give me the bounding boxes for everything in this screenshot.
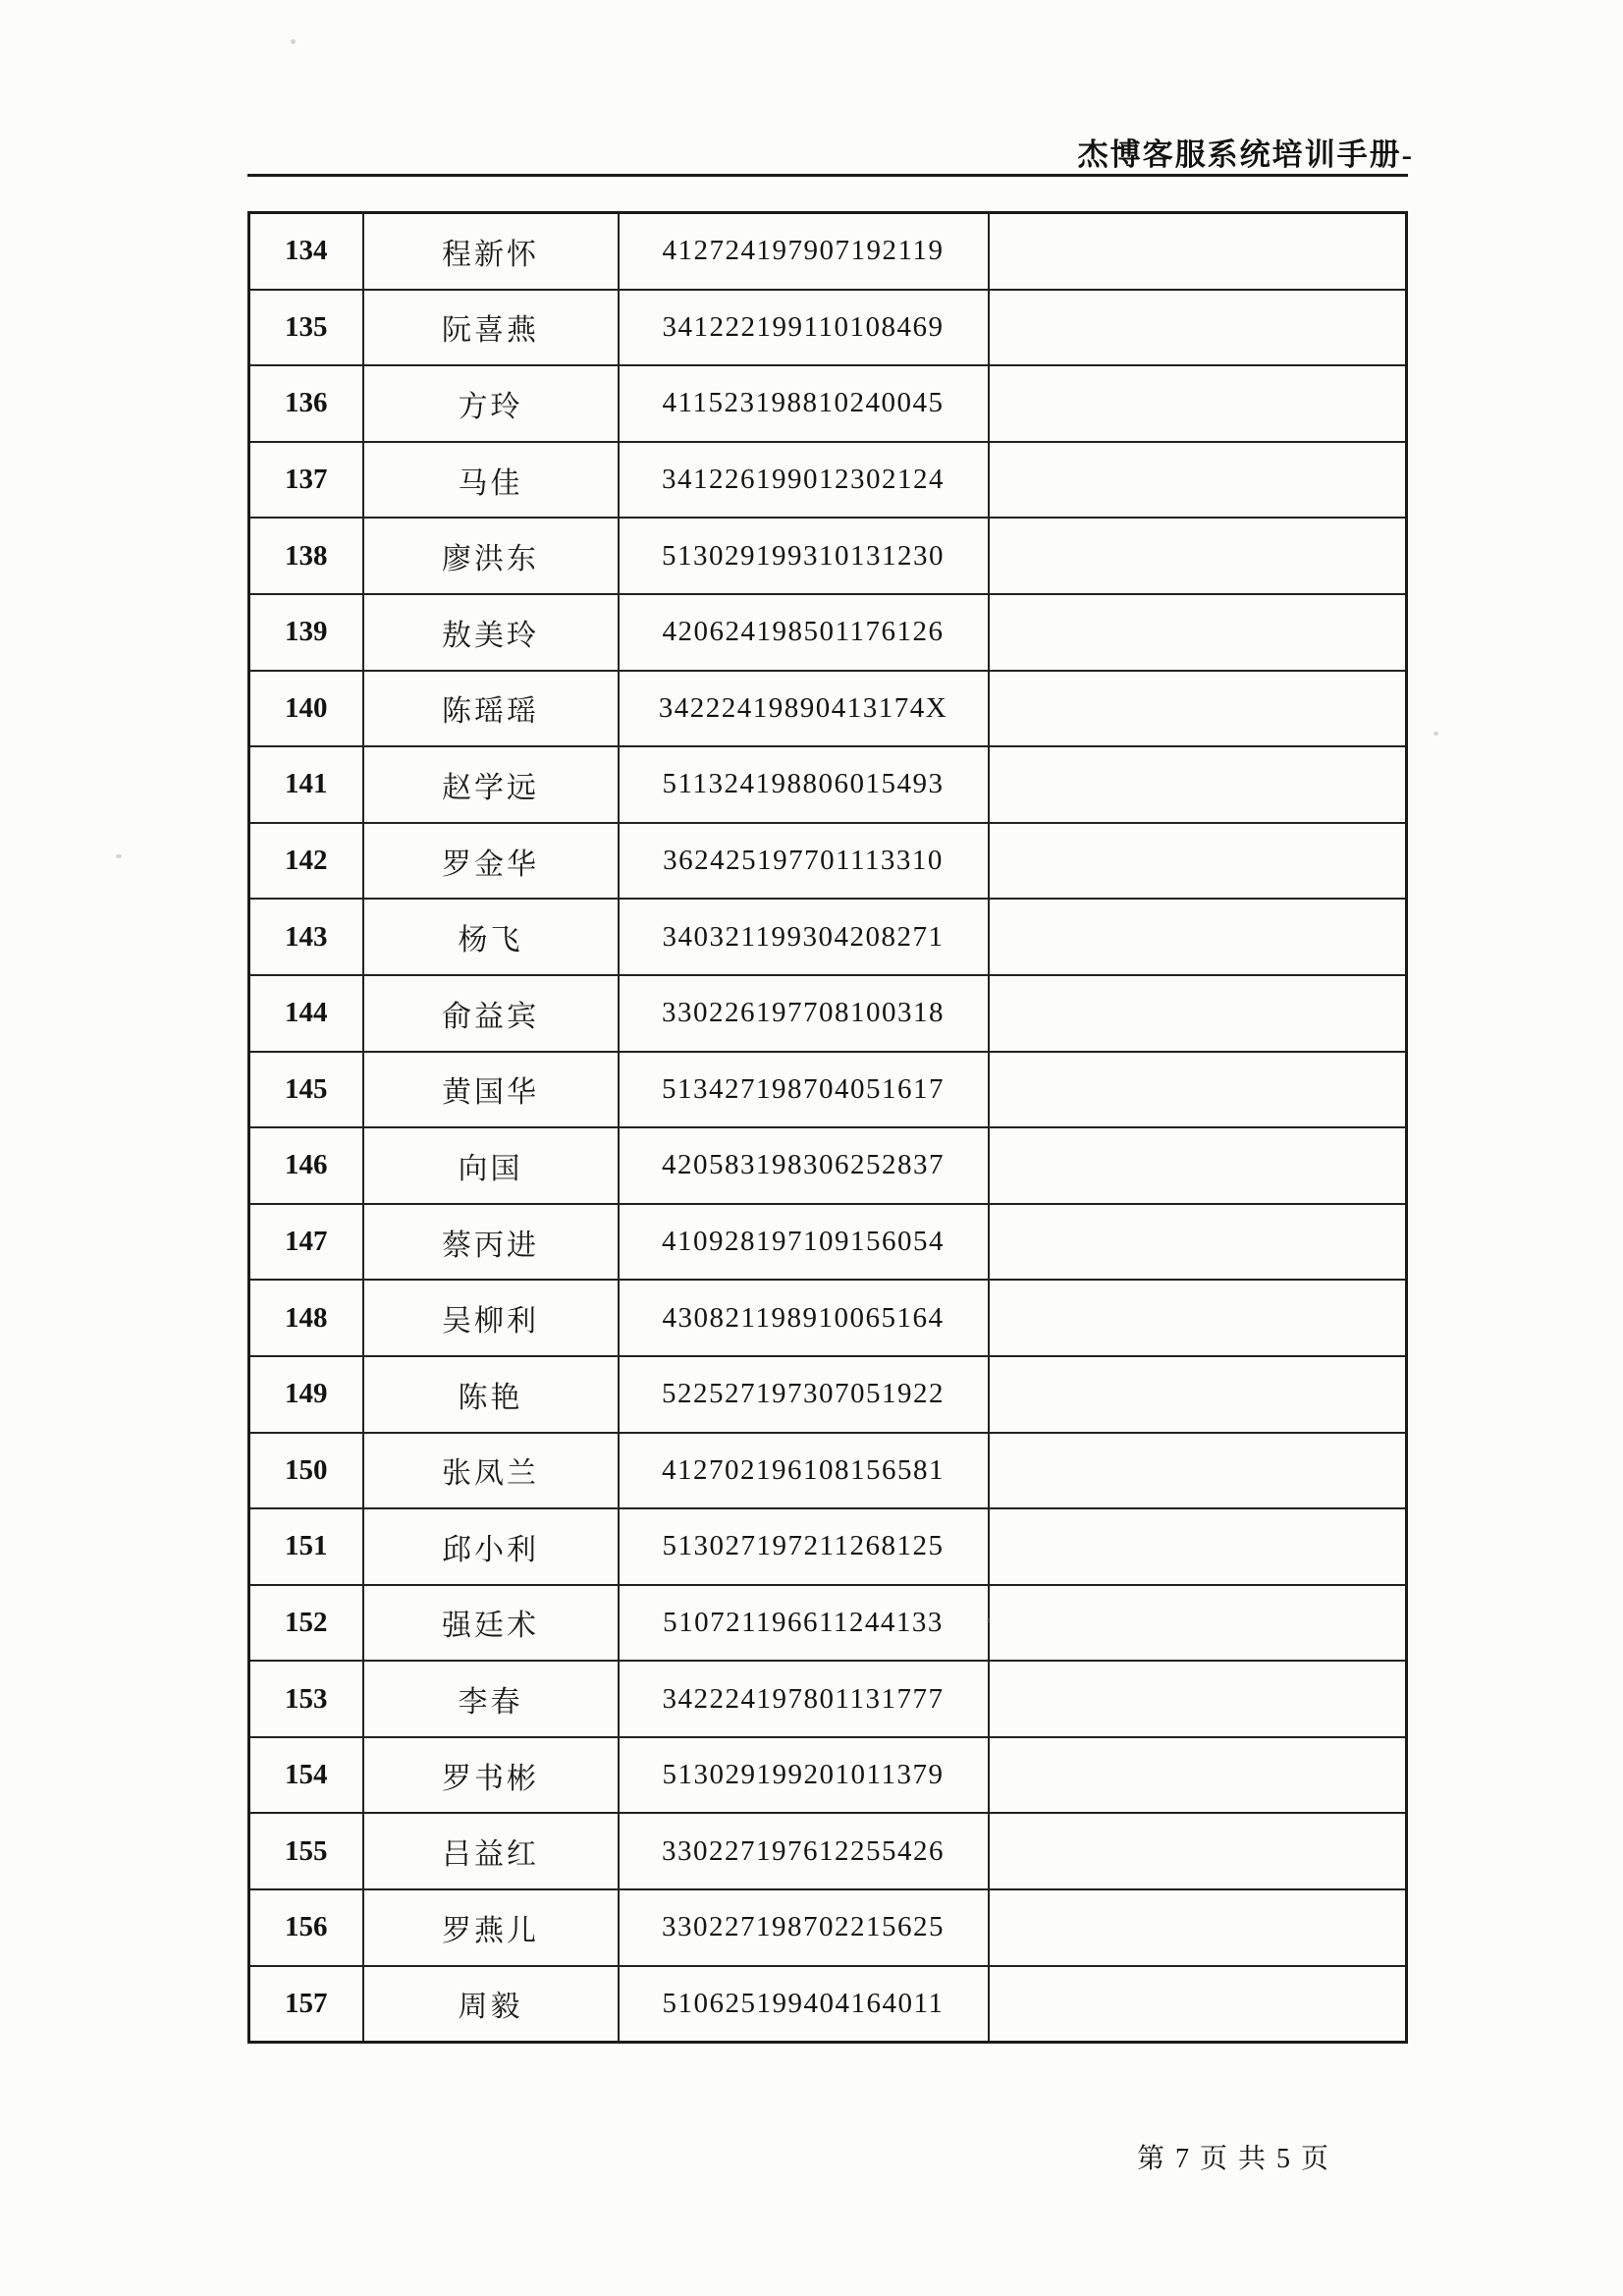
table-row bbox=[249, 1356, 1407, 1433]
remark-cell bbox=[989, 1433, 1407, 1509]
id-number-cell: 510625199404164011 bbox=[619, 1966, 989, 2043]
table-row bbox=[249, 365, 1407, 442]
name-cell: 强廷术 bbox=[363, 1585, 619, 1662]
name-cell: 陈艳 bbox=[363, 1356, 619, 1433]
id-number-cell: 420624198501176126 bbox=[619, 594, 989, 671]
id-number-cell: 511324198806015493 bbox=[619, 746, 989, 823]
id-number-cell: 412724197907192119 bbox=[619, 213, 989, 290]
id-number-cell: 510721196611244133 bbox=[619, 1585, 989, 1662]
row-number-cell: 138 bbox=[249, 518, 363, 594]
id-number-cell: 330227198702215625 bbox=[619, 1889, 989, 1966]
row-number-cell: 154 bbox=[249, 1737, 363, 1814]
row-number-cell: 150 bbox=[249, 1433, 363, 1509]
remark-cell bbox=[989, 899, 1407, 975]
id-number-cell: 522527197307051922 bbox=[619, 1356, 989, 1433]
remark-cell bbox=[989, 671, 1407, 747]
remark-cell bbox=[989, 1127, 1407, 1204]
remark-cell bbox=[989, 594, 1407, 671]
id-number-cell: 34222419890413174X bbox=[619, 671, 989, 747]
id-number-cell: 410928197109156054 bbox=[619, 1204, 989, 1281]
page-number-footer: 第 7 页 共 5 页 bbox=[1137, 2144, 1331, 2174]
table-row bbox=[249, 594, 1407, 671]
row-number-cell: 134 bbox=[249, 213, 363, 290]
table-row bbox=[249, 1737, 1407, 1814]
row-number-cell: 141 bbox=[249, 746, 363, 823]
row-number-cell: 135 bbox=[249, 290, 363, 366]
table-row bbox=[249, 1966, 1407, 2043]
row-number-cell: 149 bbox=[249, 1356, 363, 1433]
table-row bbox=[249, 1813, 1407, 1889]
name-cell: 罗书彬 bbox=[363, 1737, 619, 1814]
scan-speck bbox=[116, 854, 122, 858]
table-row bbox=[249, 1127, 1407, 1204]
name-cell: 廖洪东 bbox=[363, 518, 619, 594]
row-number-cell: 155 bbox=[249, 1813, 363, 1889]
name-cell: 张凤兰 bbox=[363, 1433, 619, 1509]
row-number-cell: 143 bbox=[249, 899, 363, 975]
remark-cell bbox=[989, 1204, 1407, 1281]
table-row bbox=[249, 1433, 1407, 1509]
remark-cell bbox=[989, 1737, 1407, 1814]
header-rule-line bbox=[247, 174, 1408, 177]
row-number-cell: 153 bbox=[249, 1661, 363, 1737]
name-cell: 程新怀 bbox=[363, 213, 619, 290]
row-number-cell: 139 bbox=[249, 594, 363, 671]
remark-cell bbox=[989, 1889, 1407, 1966]
id-number-cell: 330226197708100318 bbox=[619, 975, 989, 1052]
row-number-cell: 144 bbox=[249, 975, 363, 1052]
row-number-cell: 156 bbox=[249, 1889, 363, 1966]
table-row bbox=[249, 975, 1407, 1052]
table-row bbox=[249, 518, 1407, 594]
table-row bbox=[249, 1585, 1407, 1662]
table-row bbox=[249, 1280, 1407, 1356]
row-number-cell: 157 bbox=[249, 1966, 363, 2043]
id-number-cell: 420583198306252837 bbox=[619, 1127, 989, 1204]
id-number-cell: 430821198910065164 bbox=[619, 1280, 989, 1356]
name-cell: 向国 bbox=[363, 1127, 619, 1204]
id-number-cell: 513029199310131230 bbox=[619, 518, 989, 594]
remark-cell bbox=[989, 1585, 1407, 1662]
row-number-cell: 147 bbox=[249, 1204, 363, 1281]
table-row bbox=[249, 1204, 1407, 1281]
name-cell: 马佳 bbox=[363, 442, 619, 519]
id-number-cell: 340321199304208271 bbox=[619, 899, 989, 975]
scan-speck bbox=[291, 39, 296, 44]
document-header-title: 杰博客服系统培训手册- bbox=[1077, 137, 1414, 172]
row-number-cell: 148 bbox=[249, 1280, 363, 1356]
remark-cell bbox=[989, 365, 1407, 442]
id-number-cell: 411523198810240045 bbox=[619, 365, 989, 442]
remark-cell bbox=[989, 1052, 1407, 1128]
table-row bbox=[249, 290, 1407, 366]
row-number-cell: 152 bbox=[249, 1585, 363, 1662]
name-cell: 罗金华 bbox=[363, 823, 619, 900]
row-number-cell: 136 bbox=[249, 365, 363, 442]
name-cell: 方玲 bbox=[363, 365, 619, 442]
name-cell: 周毅 bbox=[363, 1966, 619, 2043]
table-row bbox=[249, 1889, 1407, 1966]
name-cell: 吴柳利 bbox=[363, 1280, 619, 1356]
table-row bbox=[249, 1661, 1407, 1737]
name-cell: 俞益宾 bbox=[363, 975, 619, 1052]
id-number-cell: 513029199201011379 bbox=[619, 1737, 989, 1814]
remark-cell bbox=[989, 1508, 1407, 1585]
id-number-cell: 341226199012302124 bbox=[619, 442, 989, 519]
remark-cell bbox=[989, 975, 1407, 1052]
id-number-cell: 341222199110108469 bbox=[619, 290, 989, 366]
table-row bbox=[249, 823, 1407, 900]
name-cell: 陈瑶瑶 bbox=[363, 671, 619, 747]
remark-cell bbox=[989, 290, 1407, 366]
remark-cell bbox=[989, 1661, 1407, 1737]
table-row bbox=[249, 1508, 1407, 1585]
table-body bbox=[249, 213, 1407, 2043]
id-number-cell: 513027197211268125 bbox=[619, 1508, 989, 1585]
remark-cell bbox=[989, 823, 1407, 900]
row-number-cell: 146 bbox=[249, 1127, 363, 1204]
row-number-cell: 137 bbox=[249, 442, 363, 519]
name-cell: 敖美玲 bbox=[363, 594, 619, 671]
row-number-cell: 142 bbox=[249, 823, 363, 900]
table-row bbox=[249, 213, 1407, 290]
table-row bbox=[249, 746, 1407, 823]
remark-cell bbox=[989, 746, 1407, 823]
name-cell: 杨飞 bbox=[363, 899, 619, 975]
remark-cell bbox=[989, 1813, 1407, 1889]
id-number-cell: 330227197612255426 bbox=[619, 1813, 989, 1889]
name-cell: 邱小利 bbox=[363, 1508, 619, 1585]
id-number-cell: 412702196108156581 bbox=[619, 1433, 989, 1509]
name-cell: 蔡丙进 bbox=[363, 1204, 619, 1281]
roster-table bbox=[247, 211, 1408, 2044]
name-cell: 罗燕儿 bbox=[363, 1889, 619, 1966]
table-row bbox=[249, 442, 1407, 519]
row-number-cell: 140 bbox=[249, 671, 363, 747]
table-row bbox=[249, 899, 1407, 975]
name-cell: 吕益红 bbox=[363, 1813, 619, 1889]
remark-cell bbox=[989, 1966, 1407, 2043]
id-number-cell: 513427198704051617 bbox=[619, 1052, 989, 1128]
id-number-cell: 342224197801131777 bbox=[619, 1661, 989, 1737]
remark-cell bbox=[989, 213, 1407, 290]
remark-cell bbox=[989, 442, 1407, 519]
table-row bbox=[249, 671, 1407, 747]
table-row bbox=[249, 1052, 1407, 1128]
scan-speck bbox=[1434, 732, 1438, 736]
remark-cell bbox=[989, 1280, 1407, 1356]
name-cell: 黄国华 bbox=[363, 1052, 619, 1128]
row-number-cell: 151 bbox=[249, 1508, 363, 1585]
remark-cell bbox=[989, 1356, 1407, 1433]
name-cell: 赵学远 bbox=[363, 746, 619, 823]
remark-cell bbox=[989, 518, 1407, 594]
id-number-cell: 362425197701113310 bbox=[619, 823, 989, 900]
scan-speck bbox=[987, 1618, 991, 1622]
row-number-cell: 145 bbox=[249, 1052, 363, 1128]
name-cell: 阮喜燕 bbox=[363, 290, 619, 366]
name-cell: 李春 bbox=[363, 1661, 619, 1737]
